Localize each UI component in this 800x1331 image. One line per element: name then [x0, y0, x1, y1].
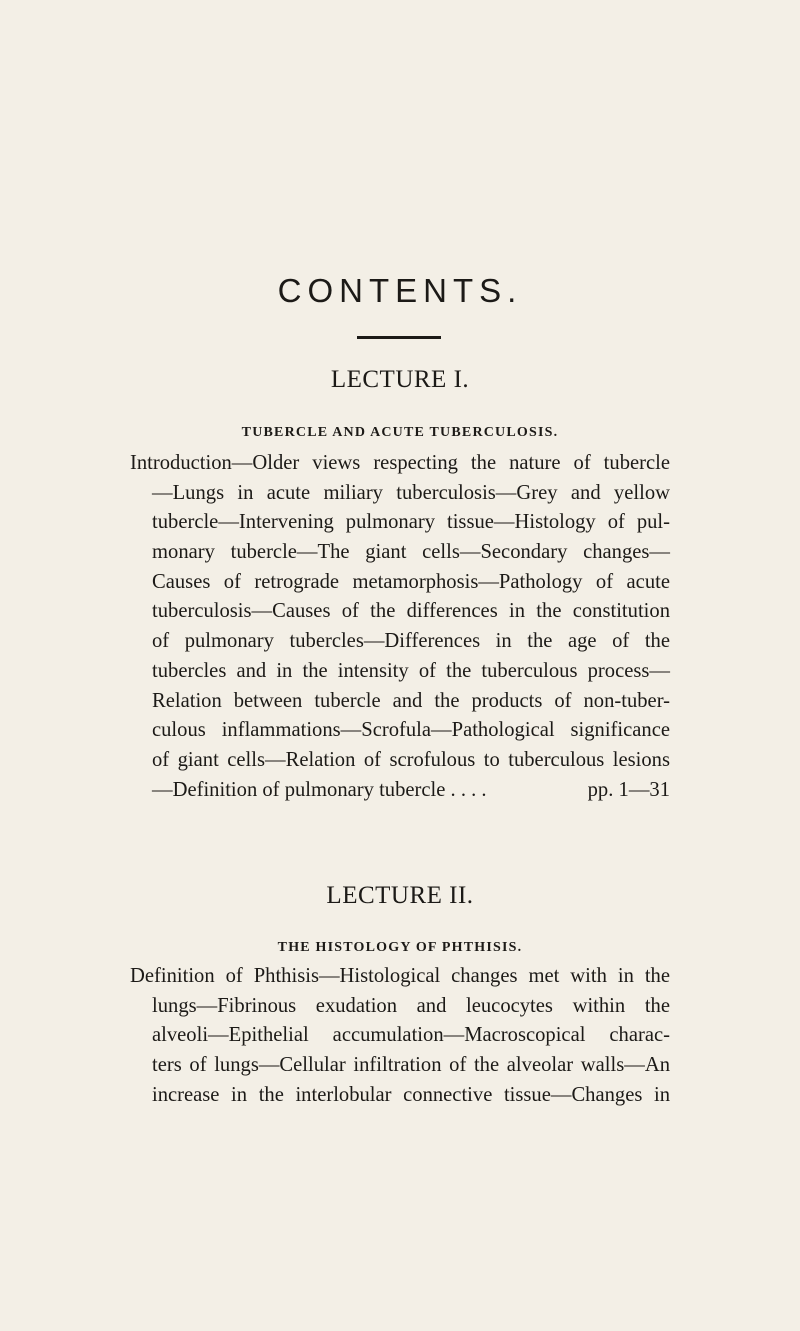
lecture-1-summary — [130, 449, 670, 805]
summary-line: culous inflammations—Scrofula—Pathological significance — [152, 719, 670, 742]
toc-entry-text: —Definition of pulmonary tubercle . . . . — [152, 778, 487, 801]
summary-line: tubercle—Intervening pulmonary tissue—Histology of pul- — [152, 511, 670, 534]
title-rule — [357, 336, 441, 339]
summary-line: of pulmonary tubercles—Differences in the age of the — [152, 630, 670, 653]
lecture-1-heading: LECTURE I. — [330, 366, 470, 393]
contents-title: CONTENTS. — [277, 272, 523, 309]
toc-entry-lecture-1 — [130, 776, 670, 806]
summary-line: Relation between tubercle and the products of non-tuber- — [152, 689, 670, 712]
lecture-2-heading: LECTURE II. — [326, 882, 474, 909]
summary-line: lungs—Fibrinous exudation and leucocytes within the — [152, 994, 670, 1017]
summary-line: —Lungs in acute miliary tuberculosis—Grey and yellow — [152, 481, 670, 504]
lecture-2-summary — [130, 962, 670, 1110]
summary-line: ters of lungs—Cellular infiltration of the alveolar walls—An — [152, 1054, 670, 1077]
summary-line: alveoli—Epithelial accumulation—Macroscopical charac- — [152, 1024, 670, 1047]
summary-line: Causes of retrograde metamorphosis—Pathology of acute — [152, 570, 670, 593]
page-range: pp. 1—31 — [587, 778, 670, 801]
lecture-2-subtitle: THE HISTOLOGY OF PHTHISIS. — [277, 940, 523, 955]
summary-line: monary tubercle—The giant cells—Secondary changes— — [152, 541, 670, 564]
summary-line: tuberculosis—Causes of the differences in the constitution — [152, 600, 670, 623]
summary-line: tubercles and in the intensity of the tuberculous process— — [152, 659, 670, 682]
lecture-1-subtitle: TUBERCLE AND ACUTE TUBERCULOSIS. — [241, 425, 559, 440]
summary-line: Introduction—Older views respecting the nature of tubercle — [130, 452, 670, 474]
summary-line: Definition of Phthisis—Histological changes met with in the — [130, 965, 670, 987]
summary-line: of giant cells—Relation of scrofulous to tuberculous lesions — [152, 748, 670, 771]
summary-line: increase in the interlobular connective tissue—Changes in — [152, 1083, 670, 1106]
